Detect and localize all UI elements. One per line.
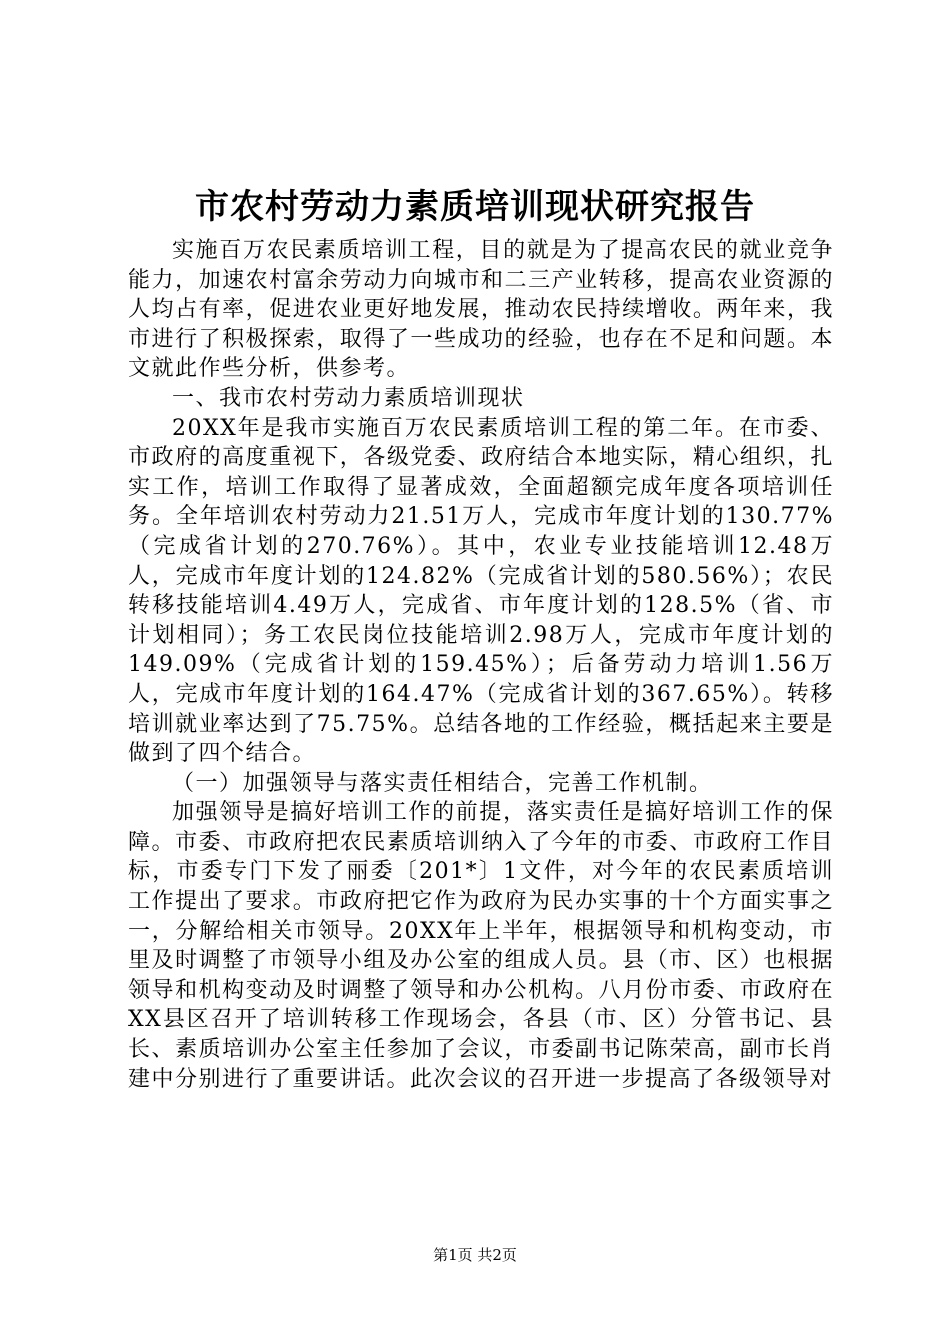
paragraph-intro: 实施百万农民素质培训工程，目的就是为了提高农民的就业竞争能力，加速农村富余劳动力向城市和二三产业转移，提高农业资源的人均占有率，促进农业更好地发展，推动农民持续增收。两年来，我市进行了积极探索，取得了一些成功的经验，也存在不足和问题。本文就此作些分析，供参考。 [128, 238, 834, 382]
paragraph-status: 20XX年是我市实施百万农民素质培训工程的第二年。在市委、市政府的高度重视下，各级党委、政府结合本地实际，精心组织，扎实工作，培训工作取得了显著成效，全面超额完成年度各项培训任务。全年培训农村劳动力21.51万人，完成市年度计划的130.77%（完成省计划的270.76%）。其中，农业专业技能培训12.48万人，完成市年度计划的124.82%（完成省计划的580.56%）；农民转移技能培训4.49万人，完成省、市年度计划的128.5%（省、市计划相同）；务工农民岗位技能培训2.98万人，完成市年度计划的149.09%（完成省计划的159.45%）；后备劳动力培训1.56万人，完成市年度计划的164.47%（完成省计划的367.65%）。转移培训就业率达到了75.75%。总结各地的工作经验，概括起来主要是做到了四个结合。 [128, 415, 834, 767]
paragraph-leadership: 加强领导是搞好培训工作的前提，落实责任是搞好培训工作的保障。市委、市政府把农民素质培训纳入了今年的市委、市政府工作目标，市委专门下发了丽委〔201*〕1文件，对今年的农民素质培训工作提出了要求。市政府把它作为政府为民办实事的十个方面实事之一，分解给相关市领导。20XX年上半年，根据领导和机构变动，市里及时调整了市领导小组及办公室的组成人员。县（市、区）也根据领导和机构变动及时调整了领导和办公机构。八月份市委、市政府在XX县区召开了培训转移工作现场会，各县（市、区）分管书记、县长、素质培训办公室主任参加了会议，市委副书记陈荣高，副市长肖建中分别进行了重要讲话。此次会议的召开进一步提高了各级领导对 [128, 800, 834, 1092]
page-footer: 第1页 共2页 [433, 1246, 517, 1264]
document-body [128, 236, 834, 1094]
subsection-heading-1: （一）加强领导与落实责任相结合，完善工作机制。 [172, 770, 713, 796]
document-title: 市农村劳动力素质培训现状研究报告 [195, 187, 755, 227]
section-heading-1: 一、我市农村劳动力素质培训现状 [172, 385, 525, 411]
